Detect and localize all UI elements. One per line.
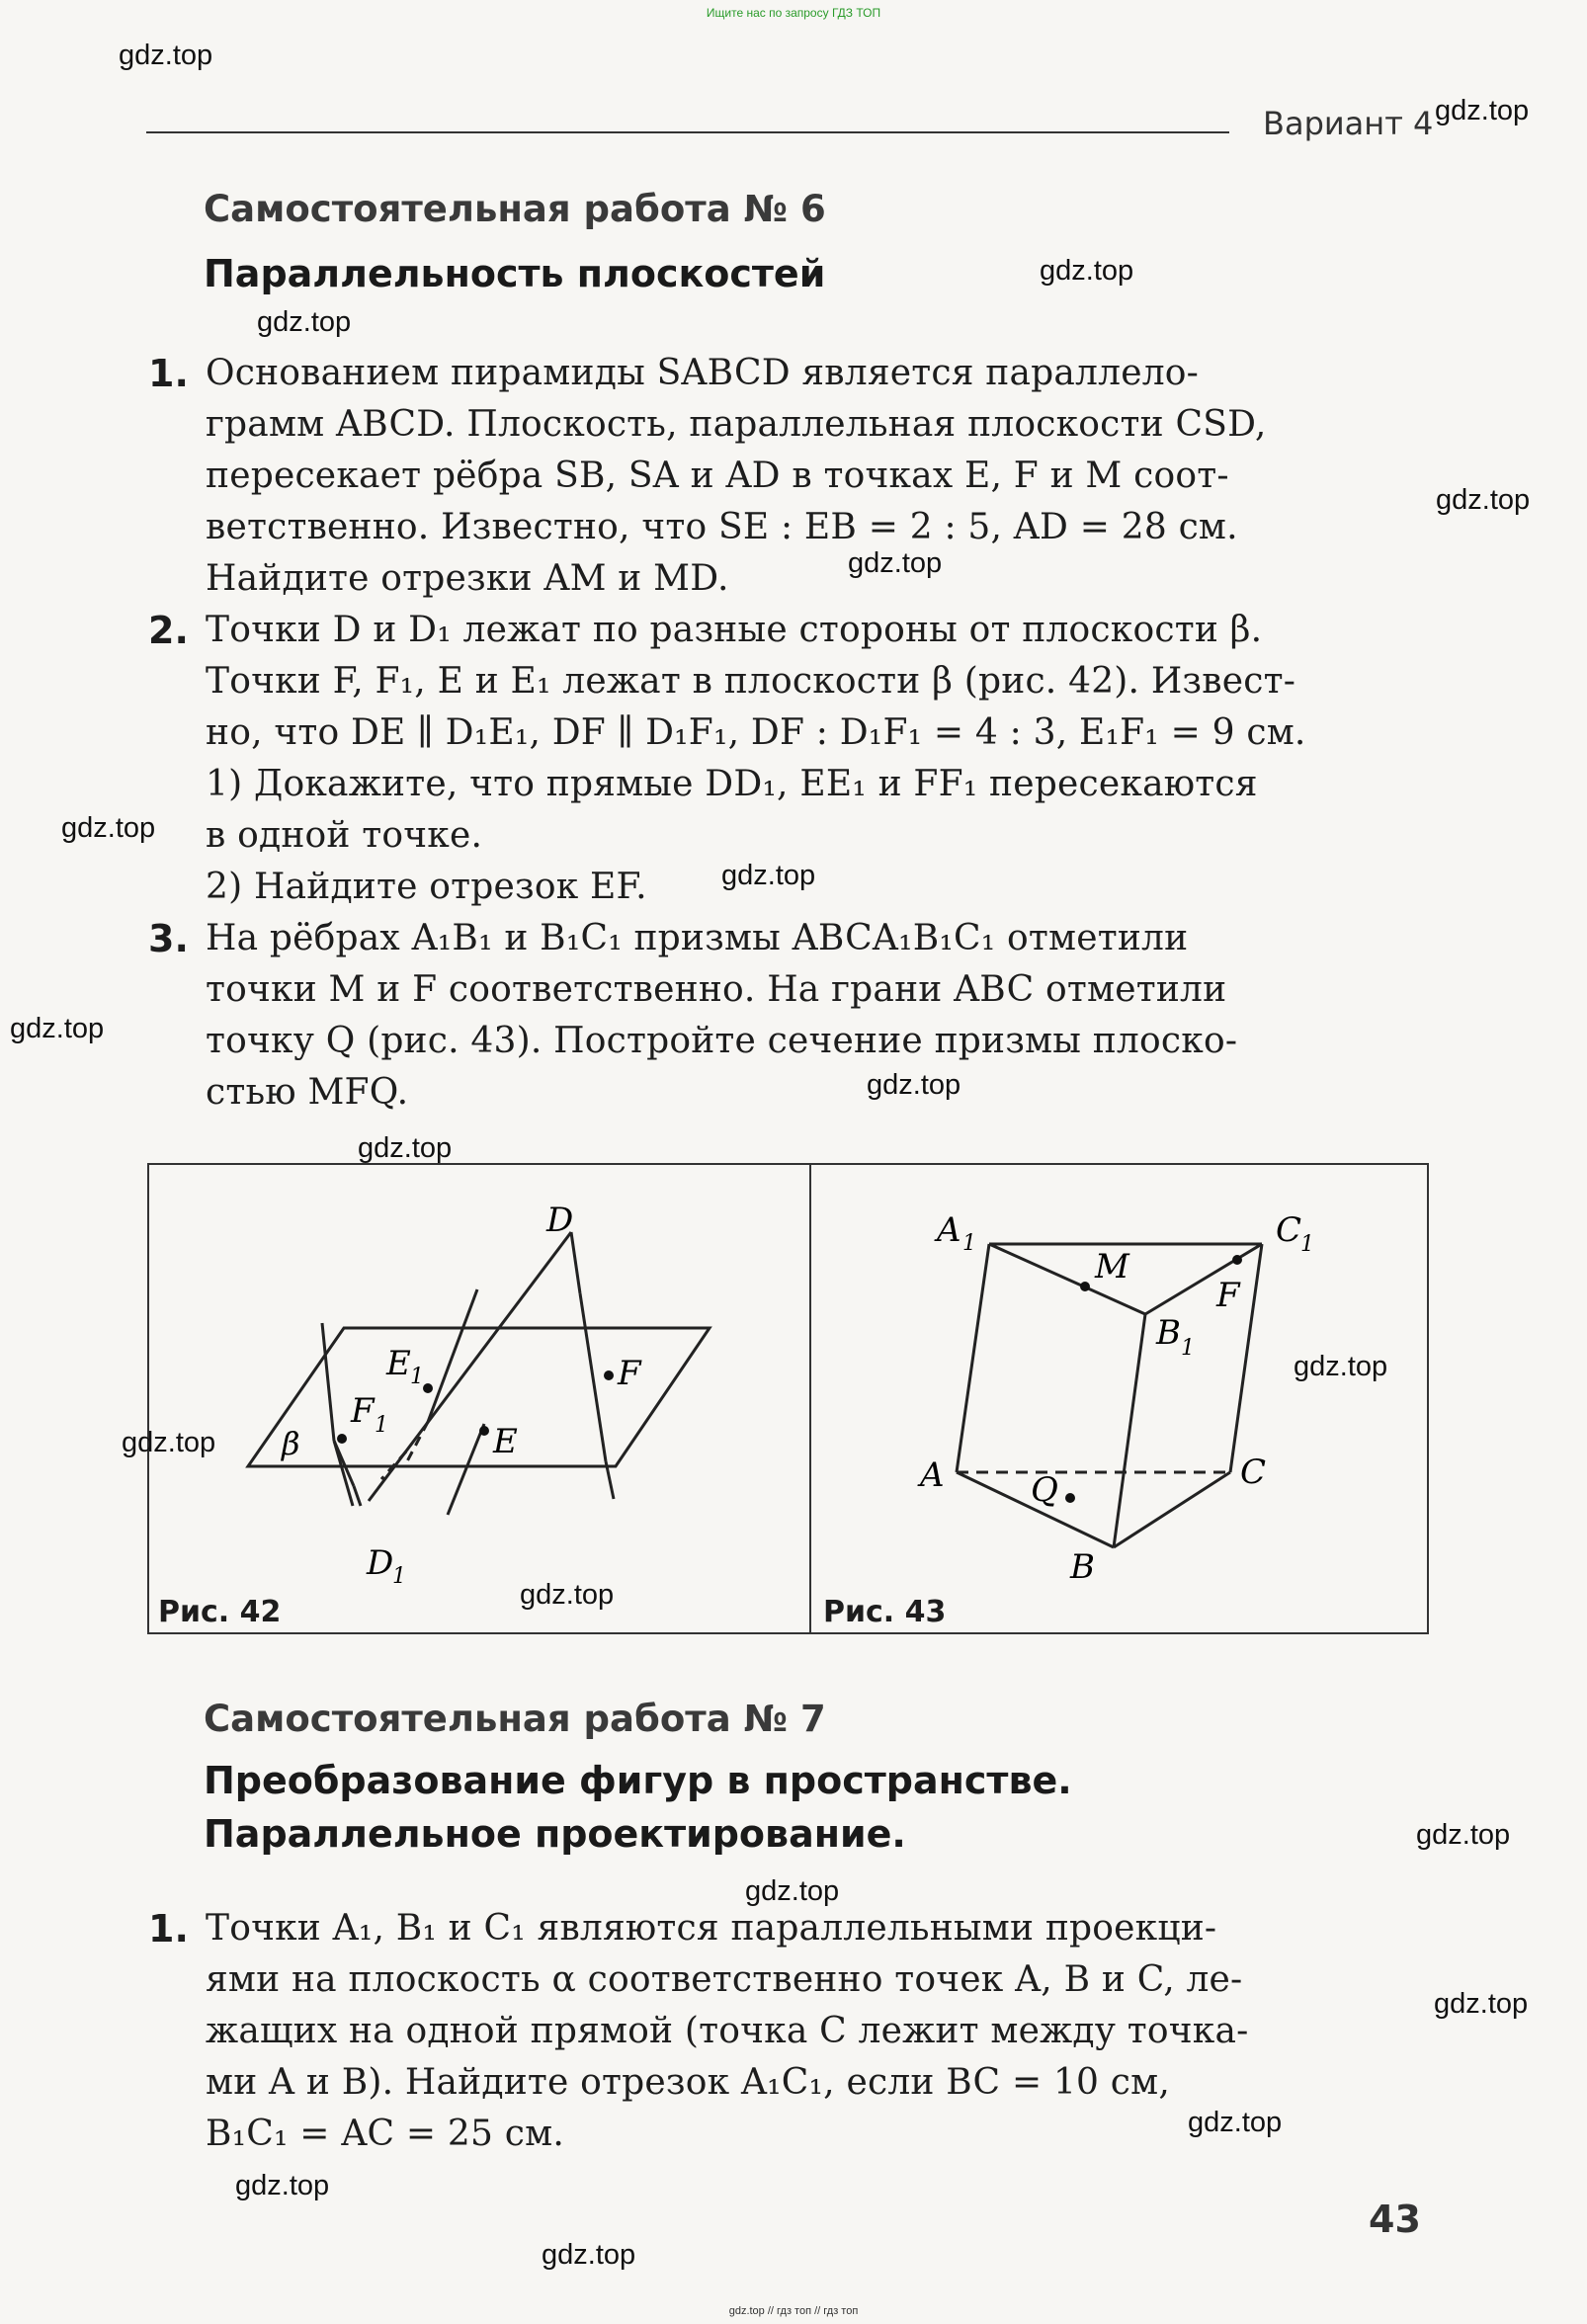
watermark: gdz.top	[1294, 1351, 1388, 1382]
label-F: F	[618, 1354, 641, 1393]
sr7-task1-line-4: ми A и B). Найдите отрезок A₁C₁, если BC = 10 см,	[206, 2062, 1171, 2103]
task-number: 2.	[148, 609, 189, 652]
watermark: gdz.top	[61, 812, 156, 844]
label-A1: A	[937, 1210, 961, 1250]
task3-line-1: На рёбрах A₁B₁ и B₁C₁ призмы ABCA₁B₁C₁ отметили	[206, 918, 1189, 958]
fig42-caption: Рис. 42	[158, 1595, 282, 1629]
watermark: gdz.top	[848, 547, 943, 579]
label-F1-sub: 1	[375, 1413, 388, 1438]
task-number: 1.	[148, 1907, 189, 1950]
label-B: B	[1070, 1547, 1095, 1587]
watermark: gdz.top	[542, 2239, 636, 2271]
task1-line-2: грамм ABCD. Плоскость, параллельная плоскости CSD,	[206, 404, 1267, 445]
label-C: C	[1240, 1452, 1267, 1492]
task3-line-4: стью MFQ.	[206, 1072, 409, 1113]
label-E1: E	[386, 1344, 411, 1383]
watermark: gdz.top	[235, 2170, 330, 2201]
label-D1: D	[367, 1543, 394, 1583]
task3-line-2: точки M и F соответственно. На грани ABC отметили	[206, 969, 1227, 1010]
task3-line-3: точку Q (рис. 43). Постройте сечение призмы плоско-	[206, 1021, 1238, 1061]
task2-line-5: в одной точке.	[206, 815, 483, 856]
sr7-task1-line-3: жащих на одной прямой (точка C лежит между точка-	[206, 2011, 1249, 2051]
task1-line-5: Найдите отрезки AM и MD.	[206, 558, 729, 599]
fig43-caption: Рис. 43	[823, 1595, 947, 1629]
sr7-subtitle-2: Параллельное проектирование.	[204, 1812, 906, 1856]
watermark: gdz.top	[1436, 484, 1531, 516]
watermark: gdz.top	[119, 40, 213, 71]
label-A1-sub: 1	[962, 1231, 976, 1256]
sr6-title: Самостоятельная работа № 6	[204, 188, 826, 230]
sr7-task1-line-5: B₁C₁ = AC = 25 см.	[206, 2114, 564, 2154]
header-rule	[146, 131, 1229, 133]
task2-line-4: 1) Докажите, что прямые DD₁, EE₁ и FF₁ пересекаются	[206, 764, 1258, 804]
label-C1: C	[1276, 1210, 1302, 1250]
watermark: gdz.top	[10, 1013, 105, 1044]
label-D1-sub: 1	[392, 1564, 406, 1589]
variant-label: Вариант 4	[1263, 105, 1434, 142]
task2-line-3: но, что DE ∥ D₁E₁, DF ∥ D₁F₁, DF : D₁F₁ = 4 : 3, E₁F₁ = 9 см.	[206, 712, 1306, 753]
watermark: gdz.top	[1040, 255, 1134, 287]
label-F1: F	[351, 1391, 375, 1431]
label-E1-sub: 1	[410, 1365, 424, 1389]
task2-line-1: Точки D и D₁ лежат по разные стороны от плоскости β.	[206, 610, 1263, 650]
label-D: D	[546, 1201, 574, 1240]
label-beta: β	[282, 1425, 300, 1462]
watermark: gdz.top	[1416, 1819, 1511, 1851]
label-E: E	[493, 1422, 518, 1461]
sr7-title: Самостоятельная работа № 7	[204, 1698, 826, 1740]
label-M: M	[1095, 1247, 1129, 1286]
bottom-note: gdz.top // гдз топ // гдз топ	[728, 2305, 859, 2317]
label-C1-sub: 1	[1300, 1232, 1314, 1257]
watermark: gdz.top	[721, 860, 816, 891]
watermark: gdz.top	[1435, 95, 1530, 126]
watermark: gdz.top	[122, 1427, 216, 1458]
task2-line-2: Точки F, F₁, E и E₁ лежат в плоскости β (рис. 42). Извест-	[206, 661, 1296, 702]
task-number: 1.	[148, 352, 189, 395]
label-B1: B	[1156, 1313, 1181, 1353]
task1-line-4: ветственно. Известно, что SE : EB = 2 : 5, AD = 28 см.	[206, 507, 1238, 547]
plane-beta	[248, 1328, 710, 1466]
task-number: 3.	[148, 917, 189, 960]
task1-line-3: пересекает рёбра SB, SA и AD в точках E, F и M соот-	[206, 456, 1229, 496]
task2-line-6: 2) Найдите отрезок EF.	[206, 867, 647, 907]
label-Q: Q	[1031, 1470, 1058, 1510]
figure-43	[811, 1165, 1427, 1632]
label-B1-sub: 1	[1181, 1336, 1195, 1361]
sr6-subtitle: Параллельность плоскостей	[204, 252, 826, 295]
task1-line-1: Основанием пирамиды SABCD является параллело-	[206, 353, 1200, 393]
sr7-task1-line-1: Точки A₁, B₁ и C₁ являются параллельными проекци-	[206, 1908, 1217, 1949]
sr7-subtitle-1: Преобразование фигур в пространстве.	[204, 1759, 1072, 1802]
watermark: gdz.top	[257, 306, 352, 338]
sr7-task1-line-2: ями на плоскость α соответственно точек A, B и C, ле-	[206, 1959, 1243, 2000]
watermark: gdz.top	[358, 1132, 453, 1164]
top-note: Ищите нас по запросу ГДЗ ТОП	[706, 6, 881, 20]
label-F: F	[1216, 1276, 1240, 1315]
watermark: gdz.top	[867, 1069, 961, 1101]
watermark: gdz.top	[520, 1579, 615, 1611]
watermark: gdz.top	[1434, 1988, 1529, 2020]
watermark: gdz.top	[745, 1875, 840, 1907]
page-number: 43	[1369, 2198, 1421, 2241]
watermark: gdz.top	[1188, 2107, 1283, 2138]
figure-42	[149, 1165, 807, 1632]
label-A: A	[920, 1455, 945, 1495]
